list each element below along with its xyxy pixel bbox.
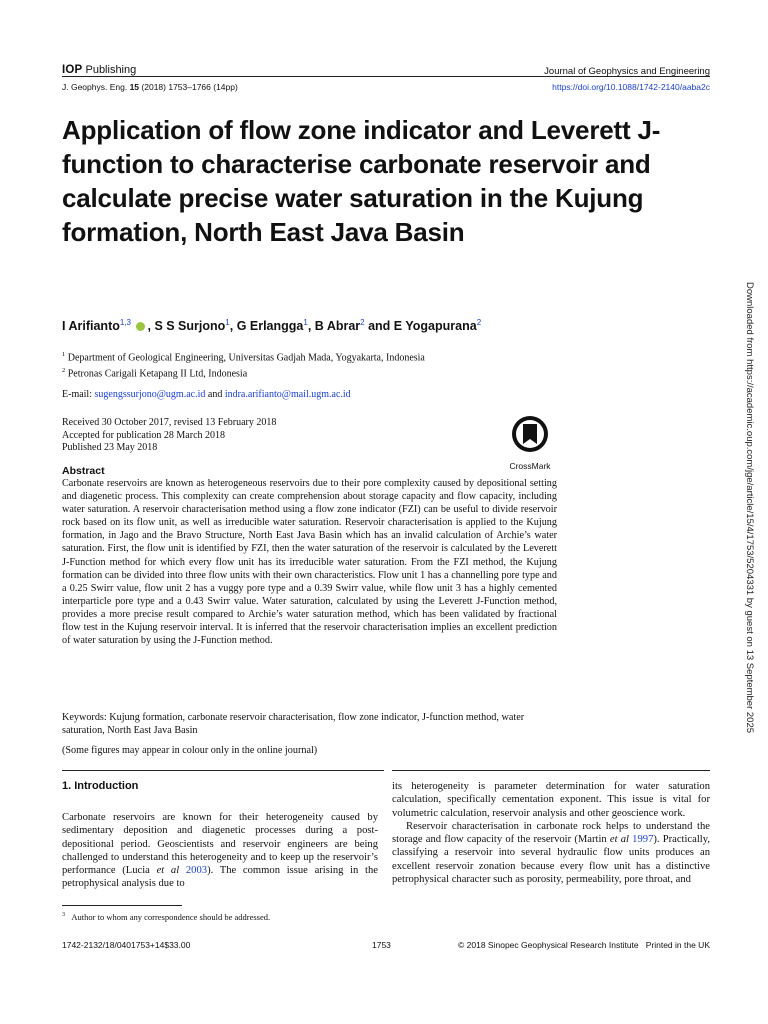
author-affil-sup[interactable]: 2 — [476, 318, 482, 327]
intro-right-column — [392, 780, 710, 886]
crossmark-badge[interactable] — [508, 414, 552, 471]
paragraph: Reservoir characterisation in carbonate rock helps to understand the storage and flow capacity of the reservoir (Martin et al 1997). Practically, classifying a reservoir into several hydraulic flow units produces an excellent reservoir zonation because every flow unit has a distinctive petrophysical character such as porosity, permeability, pore throat, and — [392, 820, 710, 886]
author-affil-sup[interactable]: 1,3 — [119, 318, 131, 327]
footer-code: 1742-2132/18/0401753+14$33.00 — [62, 940, 191, 950]
received-date: Received 30 October 2017, revised 13 February 2018 — [62, 417, 277, 428]
citation-link[interactable]: 1997 — [632, 834, 654, 846]
email-line — [62, 389, 351, 400]
section-divider — [62, 770, 384, 771]
paragraph: its heterogeneity is parameter determination for water saturation calculation, specifically cementation exponent. This issue is vital for volumetric calculation, reservoir analysis and other geoscience work. — [392, 781, 710, 819]
section-heading: 1. Introduction — [62, 780, 139, 792]
abstract-heading: Abstract — [62, 465, 105, 477]
author-affil-sup[interactable]: 1 — [225, 318, 230, 327]
footer-copyright: © 2018 Sinopec Geophysical Research Institute Printed in the UK — [458, 940, 710, 950]
author-name: B Abrar — [314, 319, 361, 334]
citation-volume: 15 — [129, 82, 140, 92]
crossmark-icon — [510, 414, 550, 454]
email-link[interactable]: indra.arifianto@mail.ugm.ac.id — [224, 389, 351, 400]
author-list: I Arifianto$^{1,3}$ , S S Surjono$^1$, G Erlangga$^1$, B Abrar$^2$ and E Yogapurana$^2$ — [62, 318, 482, 334]
footnote-divider — [62, 905, 182, 906]
page-number: 1753 — [372, 940, 391, 950]
email-label: E-mail: — [62, 389, 95, 400]
author-name: E Yogapurana — [393, 319, 477, 334]
citation-link[interactable]: 2003 — [185, 865, 208, 877]
intro-left-column: Carbonate reservoirs are known for their heterogeneity caused by sedimentary deposition and diagenetic processes during a post-depositional period. Geoscientists and reservoir engineers are being challenged to understand this heterogeneity and to keep up the reservoir’s performance (Lucia et al 2003). The common issue arising in the petrophysical analysis due to — [62, 812, 378, 890]
affiliations — [62, 348, 425, 381]
accepted-date: Accepted for publication 28 March 2018 — [62, 429, 226, 441]
section-divider — [392, 770, 710, 771]
author-name: S S Surjono — [154, 319, 226, 334]
publisher-logo — [62, 64, 136, 76]
orcid-icon[interactable] — [136, 322, 145, 331]
journal-name: Journal of Geophysics and Engineering — [544, 66, 710, 77]
published-date: Published 23 May 2018 — [62, 442, 158, 453]
header-divider — [62, 76, 710, 77]
keywords: Keywords: Kujung formation, carbonate reservoir characterisation, flow zone indicator, J-function method, water saturation, North East Java Basin — [62, 712, 525, 736]
crossmark-label: CrossMark — [509, 461, 551, 471]
publisher-label: Publishing — [85, 64, 137, 76]
citation-post: (2018) 1753–1766 (14pp) — [139, 82, 238, 92]
publication-dates — [62, 417, 276, 455]
email-and: and — [205, 389, 225, 400]
affiliation-item: $^1$ Department of Geological Engineering, Universitas Gadjah Mada, Yogyakarta, Indonesia — [62, 351, 425, 364]
doi-link[interactable]: https://doi.org/10.1088/1742-2140/aaba2c — [552, 82, 710, 92]
author-affil-sup[interactable]: 2 — [360, 318, 365, 327]
affiliation-item: $^2$ Petronas Carigali Ketapang II Ltd, Indonesia — [62, 367, 248, 380]
download-banner: Downloaded from https://academic.oup.com/jge/article/15/4/1753/5204331 by guest on 13 September 2025 — [744, 282, 755, 734]
footnote: $^3$ Author to whom any correspondence should be addressed. — [62, 912, 271, 922]
abstract-text: Carbonate reservoirs are known as heterogeneous reservoirs due to their pore complexity caused by depositional setting and diagenetic process. This complexity can create comprehension about storage capacity and flow capacity, including water saturation. A reservoir characterisation method using a flow zone indicator (FZI) can be useful to divide reservoir rock based on its flow unit, as well as irreducible water saturation. Reservoir characterisation is applied to the Kujung formation, in Jago and the Bravo Structure, North East Java Basin which has an invalid calculation of Archie’s water saturation. First, the flow unit is identified by FZI, then the water saturation of the reservoir is calculated by the Leverett J-Function method for which every flow unit has its irreducible water saturation. From the FZI method, the Kujung formation can be divided into three flow units with their own characteristics. Flow unit 1 has a channelling pore type and a 0.25 Swirr value, flow unit 2 has a vuggy pore type and a 0.39 Swirr value, while flow unit 3 has a highly cemented interparticle pore type and a 0.43 Swirr value. Water saturation, calculated by using the Leverett J-Function method, provides a more precise result compared to Archie’s water saturation method, which has been validated by fractional flow test in the Kujung reservoir interval. It is inferred that the reservoir characterisation implies an excellent prediction of water saturation by using the J-Function method. — [62, 478, 557, 647]
citation — [62, 82, 238, 92]
author-name: I Arifianto — [62, 319, 120, 334]
paper-title: Application of flow zone indicator and Leverett J-function to characterise carbonate reservoir and calculate precise water saturation in the Kujung formation, North East Java Basin — [62, 115, 661, 247]
colour-note: (Some figures may appear in colour only in the online journal) — [62, 745, 318, 756]
iop-logo-text: IOP — [62, 64, 83, 76]
email-link[interactable]: sugengssurjono@ugm.ac.id — [94, 389, 206, 400]
author-name: G Erlangga — [236, 319, 304, 334]
author-affil-sup[interactable]: 1 — [303, 318, 308, 327]
citation-pre: J. Geophys. Eng. — [62, 82, 130, 92]
